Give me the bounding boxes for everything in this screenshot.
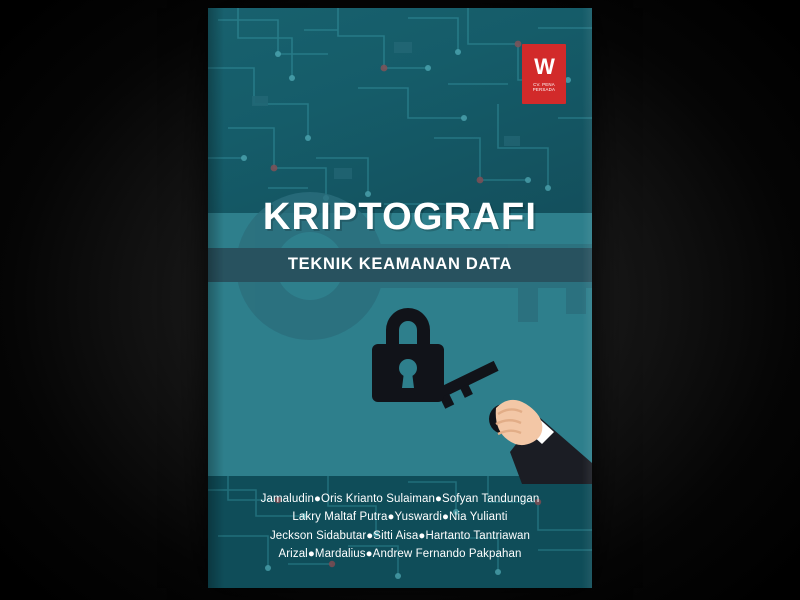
cover-subtitle: TEKNIK KEAMANAN DATA <box>287 255 513 273</box>
publisher-logo-name: CV. PENA PERSADA <box>532 81 556 92</box>
book-cover <box>208 8 592 588</box>
title-block <box>208 196 592 282</box>
author-line: Arizal●Mardalius●Andrew Fernando Pakpahan <box>278 548 522 561</box>
author-line: Jamaludin●Oris Krianto Sulaiman●Sofyan Tandungan <box>260 492 540 505</box>
circuit-pattern-top <box>208 8 592 213</box>
publisher-logo <box>522 44 566 104</box>
author-list <box>208 490 592 565</box>
author-line: Lakry Maltaf Putra●Yuswardi●Nia Yulianti <box>292 511 508 524</box>
cover-title: KRIPTOGRAFI <box>262 196 538 238</box>
cover-top-panel <box>208 8 592 213</box>
padlock-icon <box>360 300 456 404</box>
publisher-logo-mark: W <box>534 53 554 79</box>
subtitle-bar <box>208 248 592 282</box>
author-line: Jeckson Sidabutar●Sitti Aisa●Hartanto Tantriawan <box>269 529 531 542</box>
